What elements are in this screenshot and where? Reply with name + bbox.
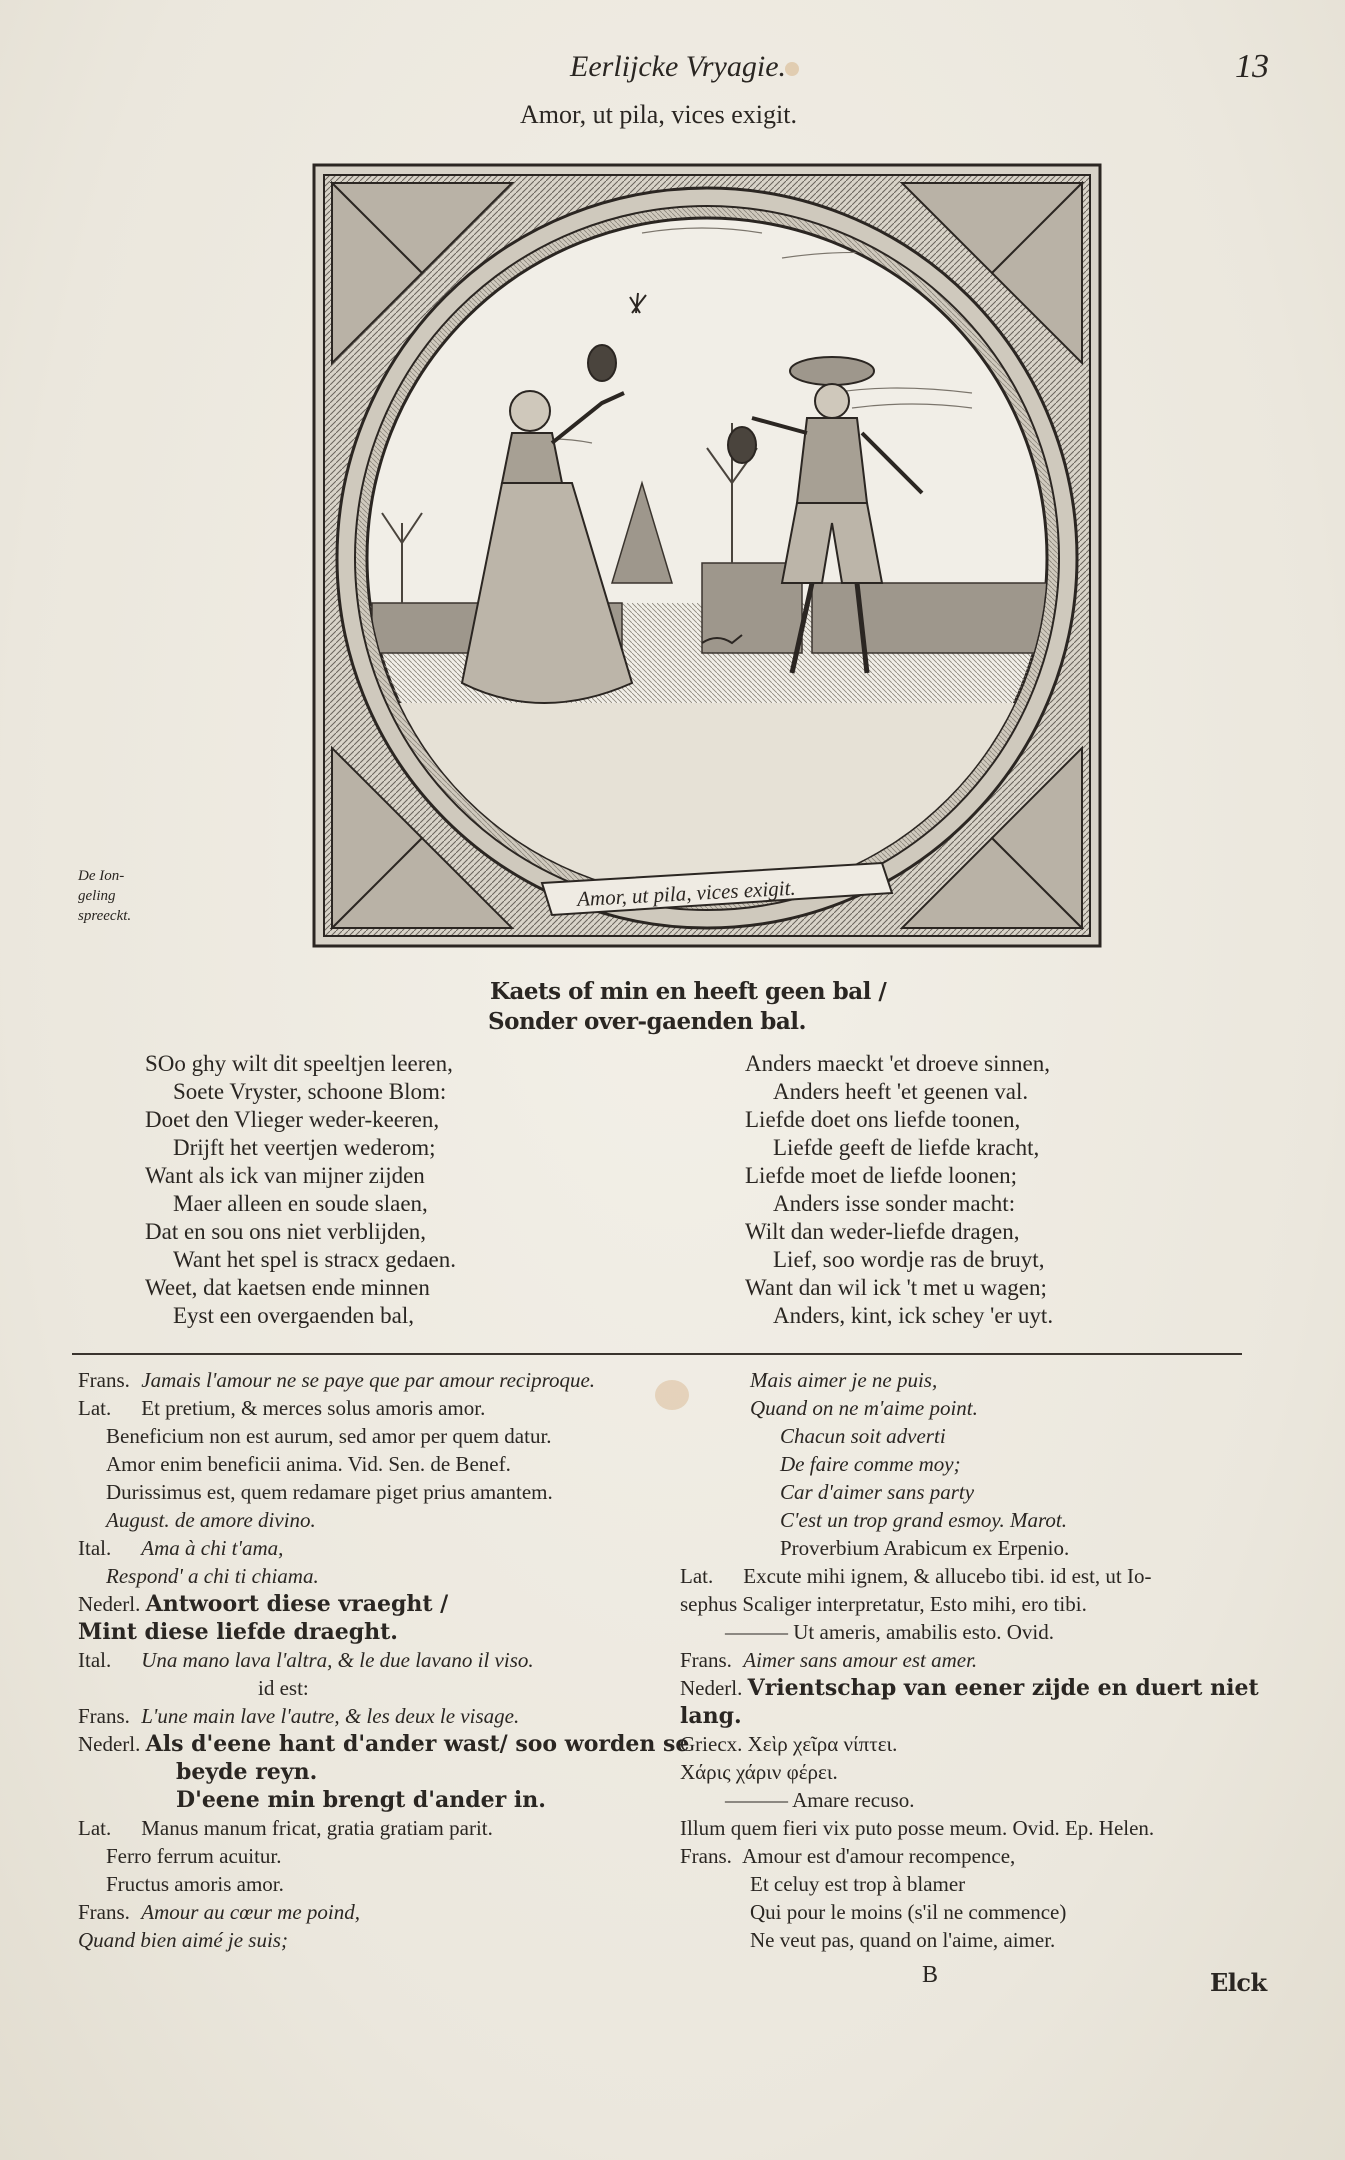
poem-title-line-2: Sonder over-gaenden bal. [488, 1008, 807, 1035]
poem-line: Liefde moet de liefde loonen; [745, 1163, 1018, 1188]
note-line [680, 1786, 1280, 1814]
note-line [680, 1674, 1280, 1702]
note-line [680, 1618, 1280, 1646]
note-text: ——— Amare recuso. [725, 1788, 915, 1812]
note-line [680, 1366, 1280, 1394]
note-line [680, 1730, 1280, 1758]
note-line [680, 1590, 1280, 1618]
language-label: Ital. [78, 1648, 112, 1672]
note-text: Manus manum fricat, gratia gratiam parit. [141, 1816, 493, 1840]
note-line [680, 1814, 1280, 1842]
note-line [78, 1730, 688, 1758]
language-label: Lat. [680, 1564, 714, 1588]
poem-line: Doet den Vlieger weder-keeren, [145, 1107, 440, 1132]
poem-right-column [745, 1050, 1305, 1330]
language-label: Nederl. [680, 1676, 743, 1700]
note-text: Fructus amoris amor. [106, 1872, 284, 1896]
note-text: Amor enim beneficii anima. Vid. Sen. de Benef. [106, 1452, 511, 1476]
poem-line: SOo ghy wilt dit speeltjen leeren, [145, 1051, 453, 1076]
poem-line: Liefde doet ons liefde toonen, [745, 1107, 1021, 1132]
running-header: Eerlijcke Vryagie. [570, 50, 787, 83]
note-line [78, 1702, 688, 1730]
language-label: Lat. [78, 1396, 112, 1420]
note-line [78, 1926, 688, 1954]
language-label: Nederl. [78, 1732, 141, 1756]
page-number: 13 [1235, 48, 1269, 85]
note-line [78, 1618, 688, 1646]
foxing-stain [785, 62, 799, 76]
note-text: August. de amore divino. [106, 1508, 316, 1532]
note-text: De faire comme moy; [780, 1452, 961, 1476]
note-line [78, 1534, 688, 1562]
language-label: Frans. [680, 1844, 732, 1868]
language-label: Frans. [78, 1704, 130, 1728]
note-line [680, 1702, 1280, 1730]
language-label: Frans. [78, 1368, 130, 1392]
note-line [78, 1898, 688, 1926]
note-line [680, 1534, 1280, 1562]
poem-line: Anders isse sonder macht: [773, 1191, 1016, 1216]
poem-line: Soete Vryster, schoone Blom: [173, 1079, 447, 1104]
note-text: Et celuy est trop à blamer [750, 1872, 966, 1896]
note-text: Chacun soit adverti [780, 1424, 946, 1448]
note-text: id est: [258, 1676, 309, 1700]
language-label: Griecx. [680, 1732, 743, 1756]
note-text: Als d'eene hant d'ander wast/ soo worden se [145, 1731, 690, 1757]
emblem-motto: Amor, ut pila, vices exigit. [520, 100, 797, 129]
note-text: Illum quem fieri vix puto posse meum. Ovid. Ep. Helen. [680, 1816, 1155, 1840]
poem-line: Anders heeft 'et geenen val. [773, 1079, 1029, 1104]
poem-left-column [145, 1050, 705, 1330]
poem-line: Want het spel is stracx gedaen. [173, 1247, 456, 1272]
margin-note: De Ion- geling spreeckt. [78, 868, 132, 924]
note-line [680, 1898, 1280, 1926]
note-text: Quand bien aimé je suis; [78, 1928, 288, 1952]
poem-line: Drijft het veertjen wederom; [173, 1135, 436, 1160]
note-line [78, 1366, 688, 1394]
note-text: Beneficium non est aurum, sed amor per quem datur. [106, 1424, 552, 1448]
note-text: Χάρις χάριν φέρει. [680, 1760, 838, 1784]
poem-line: Want als ick van mijner zijden [145, 1163, 425, 1188]
poem-line: Maer alleen en soude slaen, [173, 1191, 428, 1216]
note-text: Ferro ferrum acuitur. [106, 1844, 282, 1868]
note-text: Amour au cœur me poind, [141, 1900, 360, 1924]
note-line [680, 1758, 1280, 1786]
note-line [78, 1870, 688, 1898]
note-line [680, 1450, 1280, 1478]
note-text: Aimer sans amour est amer. [743, 1648, 978, 1672]
catchword: Elck [1210, 1968, 1267, 1997]
note-line [680, 1842, 1280, 1870]
note-text: Jamais l'amour ne se paye que par amour reciproque. [141, 1368, 596, 1392]
language-label: Frans. [78, 1900, 130, 1924]
language-label: Ital. [78, 1536, 112, 1560]
note-text: Mint diese liefde draeght. [78, 1619, 398, 1645]
note-text: D'eene min brengt d'ander in. [176, 1787, 546, 1813]
scroll-text: Amor, ut pila, vices exigit. [576, 875, 797, 912]
note-text: Respond' a chi ti chiama. [106, 1564, 319, 1588]
note-line [680, 1506, 1280, 1534]
note-line [78, 1674, 688, 1702]
poem-line: Lief, soo wordje ras de bruyt, [773, 1247, 1045, 1272]
note-line [78, 1478, 688, 1506]
note-text: Amour est d'amour recompence, [742, 1844, 1016, 1868]
note-line [680, 1926, 1280, 1954]
note-text: Χεὶρ χεῖρα νίπτει. [747, 1732, 898, 1756]
poem-line: Anders, kint, ick schey 'er uyt. [773, 1303, 1054, 1328]
note-text: Vrientschap van eener zijde en duert niet [747, 1675, 1259, 1701]
language-label: Lat. [78, 1816, 112, 1840]
note-text: Quand on ne m'aime point. [750, 1396, 978, 1420]
note-text: Durissimus est, quem redamare piget prius amantem. [106, 1480, 553, 1504]
note-line [680, 1422, 1280, 1450]
note-line [78, 1758, 688, 1786]
note-line [78, 1506, 688, 1534]
poem-line: Want dan wil ick 't met u wagen; [745, 1275, 1047, 1300]
note-line [680, 1870, 1280, 1898]
note-text: L'une main lave l'autre, & les deux le visage. [141, 1704, 520, 1728]
note-line [78, 1422, 688, 1450]
note-text: lang. [680, 1703, 742, 1729]
poem-line: Eyst een overgaenden bal, [173, 1303, 414, 1328]
poem-line: Liefde geeft de liefde kracht, [773, 1135, 1040, 1160]
note-text: Ama à chi t'ama, [141, 1536, 284, 1560]
note-text: Mais aimer je ne puis, [750, 1368, 938, 1392]
note-line [680, 1562, 1280, 1590]
note-text: Excute mihi ignem, & allucebo tibi. id est, ut Io- [743, 1564, 1152, 1588]
note-line [680, 1646, 1280, 1674]
note-line [78, 1562, 688, 1590]
language-label: Nederl. [78, 1592, 141, 1616]
note-text: Qui pour le moins (s'il ne commence) [750, 1900, 1067, 1924]
note-text: sephus Scaliger interpretatur, Esto mihi, ero tibi. [680, 1592, 1087, 1616]
poem-line: Anders maeckt 'et droeve sinnen, [745, 1051, 1050, 1076]
note-text: C'est un trop grand esmoy. Marot. [780, 1508, 1068, 1532]
note-line [78, 1590, 688, 1618]
note-line [78, 1450, 688, 1478]
note-text: Car d'aimer sans party [780, 1480, 975, 1504]
note-text: Una mano lava l'altra, & le due lavano il viso. [141, 1648, 534, 1672]
section-rule [72, 1353, 1242, 1355]
note-line [680, 1394, 1280, 1422]
emblem-engraving [312, 163, 1102, 948]
note-text: Ne veut pas, quand on l'aime, aimer. [750, 1928, 1056, 1952]
note-text: beyde reyn. [176, 1759, 318, 1785]
note-line [78, 1394, 688, 1422]
note-text: Et pretium, & merces solus amoris amor. [141, 1396, 486, 1420]
notes-right-column [680, 1366, 1280, 1954]
note-line [680, 1478, 1280, 1506]
note-line [78, 1646, 688, 1674]
note-line [78, 1814, 688, 1842]
note-line [78, 1842, 688, 1870]
note-line [78, 1786, 688, 1814]
note-text: Antwoort diese vraeght / [145, 1591, 449, 1617]
note-text: Proverbium Arabicum ex Erpenio. [780, 1536, 1070, 1560]
language-label: Frans. [680, 1648, 732, 1672]
poem-line: Weet, dat kaetsen ende minnen [145, 1275, 430, 1300]
notes-left-column [78, 1366, 688, 1954]
poem-line: Dat en sou ons niet verblijden, [145, 1219, 427, 1244]
poem-line: Wilt dan weder-liefde dragen, [745, 1219, 1020, 1244]
poem-title-line-1: Kaets of min en heeft geen bal / [490, 978, 887, 1005]
signature-mark: B [922, 1962, 939, 1988]
note-text: ——— Ut ameris, amabilis esto. Ovid. [725, 1620, 1054, 1644]
